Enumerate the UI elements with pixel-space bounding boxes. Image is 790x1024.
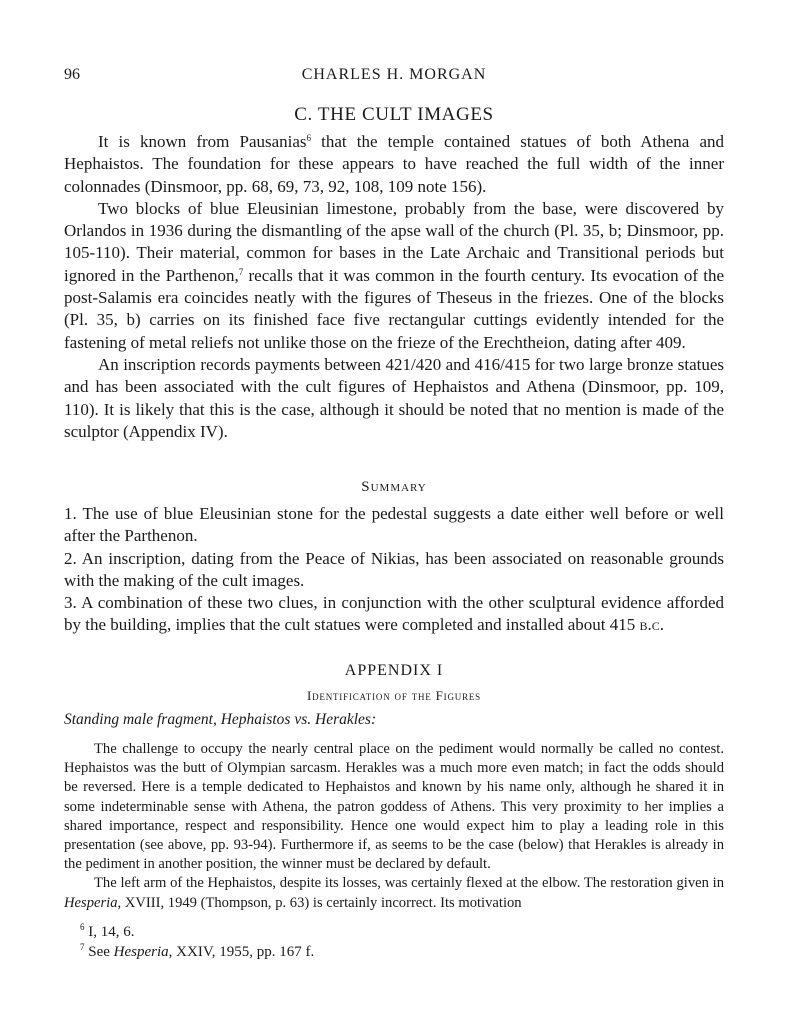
- footnotes: [64, 922, 724, 962]
- footnote-6-mark: 6: [80, 922, 85, 932]
- body-text: [64, 131, 724, 443]
- footnote-6-text: I, 14, 6.: [84, 924, 135, 940]
- summary-list: [64, 503, 724, 637]
- appendix-paragraph-2-text-b: , XVIII, 1949 (Thompson, p. 63) is certainly incorrect. Its motivation: [117, 894, 522, 911]
- paragraph-2-text-b: recalls that it was common in the fourth century. Its evocation of the post-Salamis era coincides neatly with the figures of Theseus in the friezes. One of the blocks (Pl. 35, b) carries on its finished face five rectangular cuttings evidently intended for the fastening of metal reliefs not unlike those on the frieze of the Erechtheion, dating after 409.: [64, 265, 724, 352]
- running-author: CHARLES H. MORGAN: [301, 66, 487, 83]
- appendix-text: [64, 740, 724, 913]
- footnote-ref-7: 7: [238, 266, 244, 277]
- journal-title: Hesperia: [64, 894, 118, 911]
- paragraph-1-text-b: that the temple contained statues of both Athena and Hephaistos. The foundation for these appears to have reached the full width of the inner colonnades (Dinsmoor, pp. 68, 69, 73, 92, 108, 109 note 156).: [64, 132, 724, 196]
- footnote-7-journal: Hesperia: [113, 944, 169, 960]
- summary-item-3: [64, 592, 724, 637]
- section-title: C. THE CULT IMAGES: [294, 104, 494, 125]
- summary-item-3-era: b.c.: [639, 615, 665, 635]
- appendix-heading: APPENDIX I: [344, 662, 444, 679]
- summary-item-2: 2. An inscription, dating from the Peace of Nikias, has been associated on reasonable grounds with the making of the cult images.: [64, 548, 724, 590]
- summary-item-1: 1. The use of blue Eleusinian stone for the pedestal suggests a date either well before or well after the Parthenon.: [64, 504, 724, 546]
- appendix-paragraph-2-text-a: The left arm of the Hephaistos, despite its losses, was certainly flexed at the elbow. The restoration given in: [94, 875, 724, 892]
- summary-heading: Summary: [361, 479, 427, 495]
- paragraph-1-text-a: It is known from Pausanias: [98, 132, 307, 151]
- footnote-7-pre: See: [84, 944, 114, 960]
- appendix-italic-heading: Standing male fragment, Hephaistos vs. Herakles:: [64, 711, 377, 728]
- paragraph-2: [64, 198, 724, 354]
- running-head: [64, 66, 724, 86]
- appendix-paragraph-1: The challenge to occupy the nearly central place on the pediment would normally be called no contest. Hephaistos was the butt of Olympian sarcasm. Herakles was a much more even match; in fact the odds should be reversed. Here is a temple dedicated to Hephaistos and known by his name only, although he shared it in some indeterminable sense with Athena, the patron goddess of Athens. This very proximity to her implies a shared importance, respect and responsibility. Hence one would expect him to play a leading role in this presentation (see above, pp. 93-94). Furthermore if, as seems to be the case (below) that Herakles is already in the pediment in another position, the winner must be declared by default.: [64, 741, 724, 873]
- footnote-7-post: , XXIV, 1955, pp. 167 f.: [168, 944, 315, 960]
- footnote-7-mark: 7: [80, 942, 85, 952]
- footnote-ref-6: 6: [306, 133, 312, 143]
- appendix-subheading: Identification of the Figures: [306, 688, 481, 703]
- appendix-paragraph-2: [64, 874, 724, 912]
- page-number: 96: [64, 66, 80, 83]
- paragraph-1: [64, 131, 724, 198]
- footnote-7: [64, 942, 724, 962]
- paragraph-3: An inscription records payments between 421/420 and 416/415 for two large bronze statues and has been associated with the cult figures of Hephaistos and Athena (Dinsmoor, pp. 109, 110). It is likely that this is the case, although it should be noted that no mention is made of the sculptor (Appendix IV).: [64, 354, 724, 441]
- paragraph-2-text-a: Two blocks of blue Eleusinian limestone, probably from the base, were discovered by Orlandos in 1936 during the dismantling of the apse wall of the church (Pl. 35, b; Dinsmoor, pp. 105-110). Their material, common for bases in the Late Archaic and Transitional periods but ignored in the Parthenon,: [64, 198, 724, 285]
- footnote-6: [64, 922, 724, 942]
- summary-item-3-text: 3. A combination of these two clues, in conjunction with the other sculptural evidence afforded by the building, implies that the cult statues were completed and installed about 415: [64, 593, 724, 635]
